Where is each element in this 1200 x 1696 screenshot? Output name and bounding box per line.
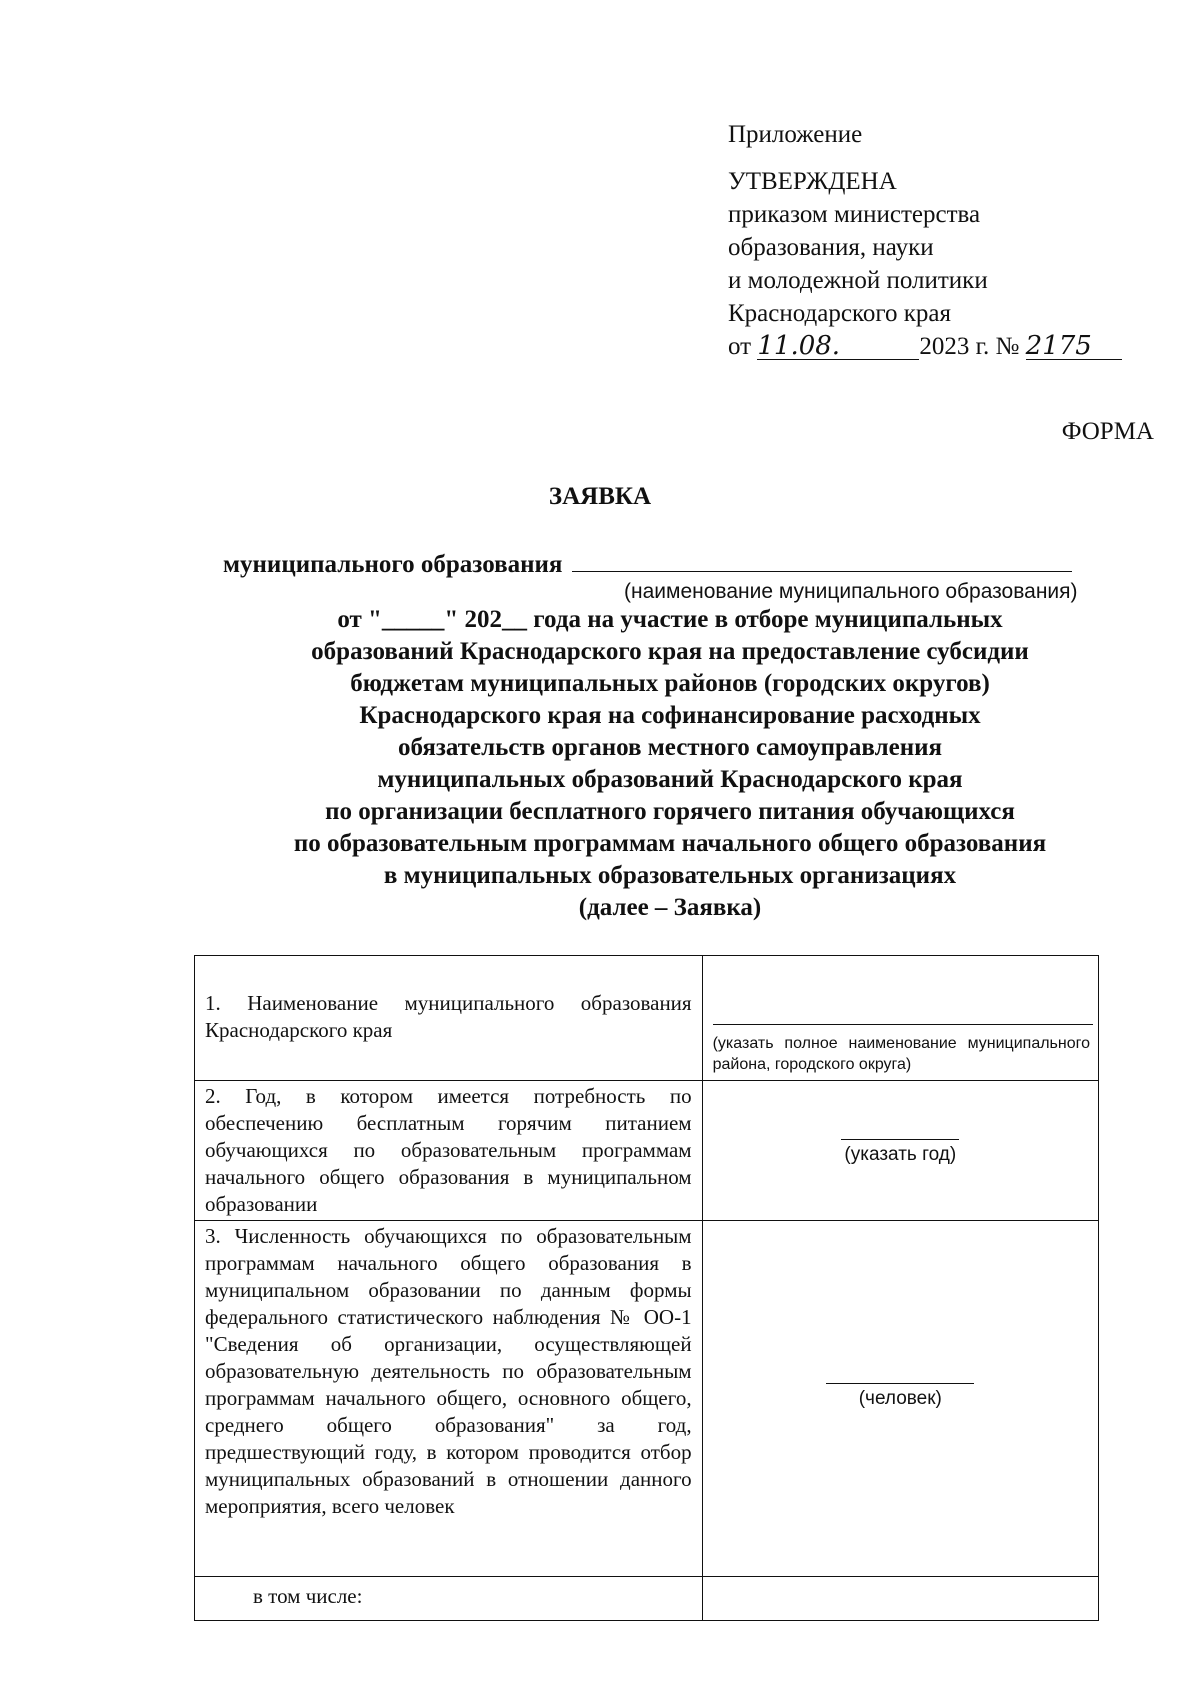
approval-date-line <box>728 330 1122 363</box>
row3-blank <box>826 1383 974 1384</box>
heading-line: Краснодарского края на софинансирование расходных <box>359 702 981 729</box>
table-row <box>195 1081 1099 1221</box>
table-row <box>195 1221 1099 1577</box>
approval-line-4: Краснодарского края <box>728 300 951 327</box>
heading-line: (далее – Заявка) <box>578 894 762 921</box>
heading-line: образований Краснодарского края на предоставление субсидии <box>311 638 1029 665</box>
heading-line: от "_____" 202__ года на участие в отборе муниципальных <box>337 606 1003 633</box>
row3-value-cell[interactable] <box>702 1221 1098 1577</box>
approval-line-2: образования, науки <box>728 234 934 261</box>
handwritten-date: 11.08. <box>757 333 919 360</box>
appendix-label: Приложение <box>728 121 863 148</box>
heading-line: в муниципальных образовательных организациях <box>383 862 957 889</box>
handwritten-number: 2175 <box>1026 333 1122 360</box>
row2-label-cell <box>195 1081 703 1221</box>
heading-line: муниципальных образований Краснодарского края <box>377 766 963 793</box>
row4-label-cell <box>195 1577 703 1621</box>
row1-hint: (указать полное наименование муниципального района, городского округа) <box>712 1035 1090 1073</box>
row3-label: 3. Численность обучающихся по образовательным программам начального общего образования в муниципальном образовании по данным формы федерального статистического наблюдения № ОО-1 "Сведения об организации, осуществляющей образовательную деятельность по образовательным программам начального общего, основного общего, среднего общего образования" за год, предшествующий году, в котором проводится отбор муниципальных образований в отношении данного мероприятия, всего человек <box>205 1224 692 1518</box>
municipality-label: муниципального образования <box>223 551 563 578</box>
heading-line: по организации бесплатного горячего питания обучающихся <box>325 798 1015 825</box>
approval-line-1: приказом министерства <box>728 201 981 228</box>
approval-line-3: и молодежной политики <box>728 267 988 294</box>
forma-label: ФОРМА <box>1061 418 1154 445</box>
document-title: ЗАЯВКА <box>548 483 652 510</box>
heading-line: обязательств органов местного самоуправления <box>397 734 943 761</box>
heading-line: по образовательным программам начального общего образования <box>293 830 1047 857</box>
municipality-blank <box>572 547 1072 572</box>
row1-value-cell[interactable] <box>702 956 1098 1081</box>
date-prefix: от <box>728 333 752 360</box>
municipality-row <box>223 547 1072 579</box>
row2-label: 2. Год, в котором имеется потребность по обеспечению бесплатным горячим питанием обучающихся по образовательным программам начального общего образования в муниципальном образовании <box>205 1084 692 1216</box>
row2-value-cell[interactable] <box>702 1081 1098 1221</box>
approval-block <box>728 118 1122 363</box>
table-row <box>195 1577 1099 1621</box>
date-year: 2023 г. № <box>919 333 1020 360</box>
row1-label: 1. Наименование муниципального образования Краснодарского края <box>205 991 692 1042</box>
row2-hint: (указать год) <box>844 1144 957 1165</box>
application-table <box>194 955 1099 1621</box>
table-row <box>195 956 1099 1081</box>
municipality-hint: (наименование муниципального образования) <box>624 580 1078 603</box>
heading-line: бюджетам муниципальных районов (городских округов) <box>350 670 990 697</box>
application-heading <box>0 604 1200 924</box>
row1-blank <box>713 1024 1093 1025</box>
approved-label: УТВЕРЖДЕНА <box>728 168 897 195</box>
row4-label: в том числе: <box>253 1584 363 1608</box>
row1-label-cell <box>195 956 703 1081</box>
row4-value-cell[interactable] <box>702 1577 1098 1621</box>
row3-hint: (человек) <box>858 1388 942 1409</box>
row2-blank <box>841 1139 959 1140</box>
row3-label-cell <box>195 1221 703 1577</box>
